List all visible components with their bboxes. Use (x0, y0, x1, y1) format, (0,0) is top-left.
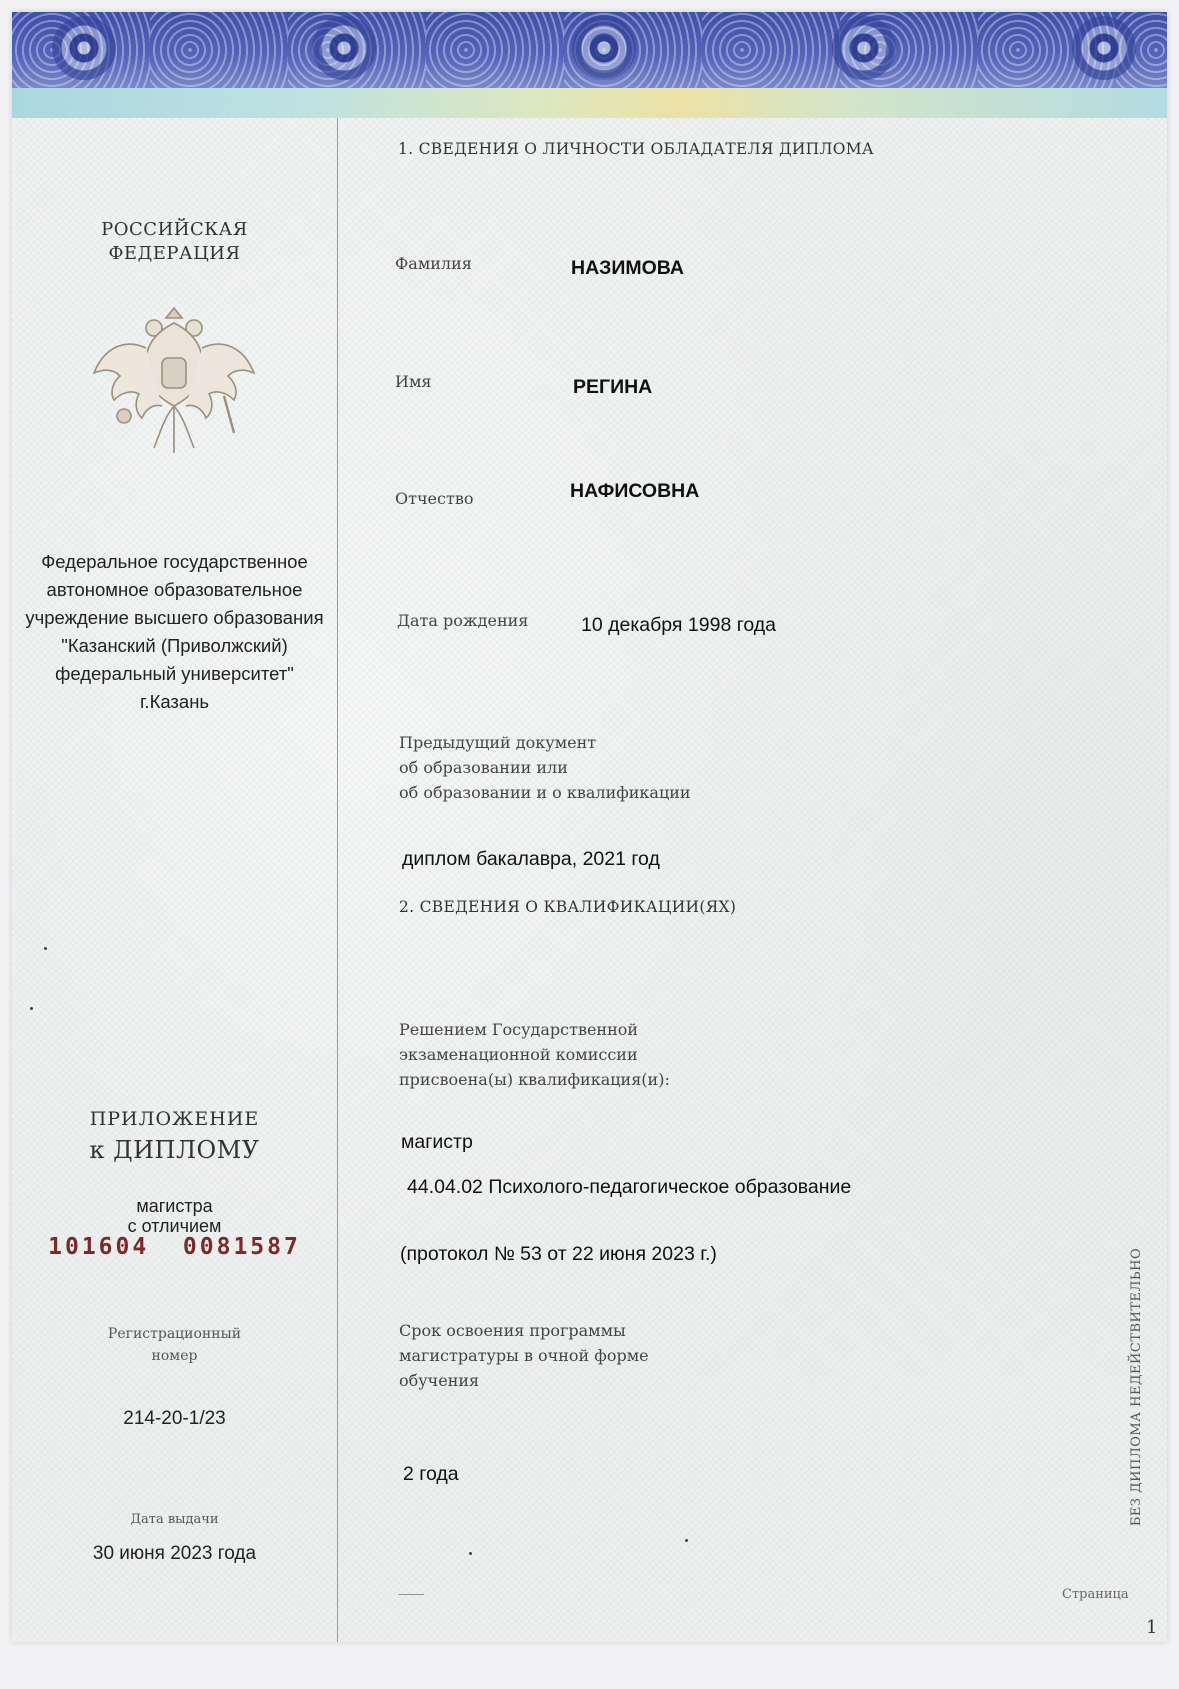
page-number: 1 (1146, 1617, 1158, 1638)
patronymic-value: НАФИСОВНА (570, 480, 700, 502)
country-line: РОССИЙСКАЯ (101, 219, 248, 240)
duration-label-line: магистратуры в очной форме (399, 1346, 649, 1365)
decision-label-line: Решением Государственной (399, 1020, 639, 1039)
program-value: 44.04.02 Психолого-педагогическое образование (407, 1176, 852, 1198)
reg-label-line: Регистрационный (107, 1326, 242, 1342)
patronymic-label: Отчество (395, 489, 474, 508)
duration-label (399, 1318, 649, 1393)
name-label: Имя (395, 372, 432, 391)
rosette-ornament (1072, 16, 1136, 80)
reg-number: 214-20-1/23 (123, 1408, 226, 1429)
previous-document-value: диплом бакалавра, 2021 год (402, 848, 660, 870)
commission-decision-label (399, 1017, 670, 1092)
signature-dash (398, 1594, 424, 1595)
rosette-ornament (52, 16, 116, 80)
rosette-ornament (312, 16, 376, 80)
org-line: Федеральное государственное (41, 551, 308, 572)
previous-document-label (399, 730, 691, 805)
degree-line: магистра (136, 1196, 213, 1216)
duration-label-line: обучения (399, 1371, 480, 1390)
appendix-title (12, 1108, 337, 1164)
honors-line: с отличием (127, 1216, 222, 1236)
protocol-value: (протокол № 53 от 22 июня 2023 г.) (400, 1243, 717, 1265)
reg-number-label (12, 1323, 337, 1367)
issue-date: 30 июня 2023 года (92, 1543, 257, 1564)
serial-number: 101604 0081587 (48, 1234, 301, 1260)
decision-label-line: экзаменационной комиссии (399, 1045, 638, 1064)
duration-value: 2 года (403, 1463, 459, 1485)
duration-label-line: Срок освоения программы (399, 1321, 626, 1340)
reg-label-line: номер (151, 1348, 198, 1364)
surname-label: Фамилия (395, 254, 472, 273)
org-city: г.Казань (139, 691, 210, 712)
rosette-ornament (572, 16, 636, 80)
prev-doc-label-line: об образовании и о квалификации (399, 783, 691, 802)
decision-label-line: присвоена(ы) квалификация(и): (399, 1070, 670, 1089)
issue-date-label: Дата выдачи (130, 1512, 219, 1527)
right-column (338, 118, 1167, 1642)
surname-value: НАЗИМОВА (571, 257, 685, 279)
birth-date-value: 10 декабря 1998 года (581, 614, 777, 636)
country-line: ФЕДЕРАЦИЯ (108, 243, 241, 264)
appendix-title-line1: ПРИЛОЖЕНИЕ (89, 1108, 260, 1130)
paper-speck (30, 1007, 33, 1010)
paper-speck (685, 1539, 688, 1542)
prev-doc-label-line: об образовании или (399, 758, 568, 777)
prev-doc-label-line: Предыдущий документ (399, 733, 597, 752)
org-line: федеральный университет" (55, 663, 294, 684)
degree-type (12, 1196, 337, 1236)
rainbow-security-band (12, 88, 1167, 118)
name-value: РЕГИНА (573, 376, 653, 398)
country-name (12, 218, 337, 266)
page-label: Страница (1062, 1587, 1129, 1602)
qualification-value: магистр (401, 1131, 473, 1153)
appendix-title-line2: к ДИПЛОМУ (89, 1136, 260, 1164)
birth-date-label: Дата рождения (397, 611, 529, 630)
org-line: "Казанский (Приволжский) (61, 635, 288, 656)
left-column (12, 118, 337, 1642)
section2-title: 2. СВЕДЕНИЯ О КВАЛИФИКАЦИИ(ЯХ) (399, 898, 737, 916)
section1-title: 1. СВЕДЕНИЯ О ЛИЧНОСТИ ОБЛАДАТЕЛЯ ДИПЛОМА (398, 140, 874, 158)
validity-note-text: БЕЗ ДИПЛОМА НЕДЕЙСТВИТЕЛЬНО (1129, 1247, 1144, 1527)
paper-speck (469, 1552, 472, 1555)
rosette-ornament (832, 16, 896, 80)
org-line: автономное образовательное (46, 579, 303, 600)
diploma-appendix-sheet (12, 12, 1167, 1642)
paper-speck (44, 947, 47, 950)
validity-note (1129, 1242, 1153, 1532)
organization-name (12, 548, 337, 716)
security-pattern-band (12, 12, 1167, 88)
russian-coat-of-arms-icon (84, 288, 264, 468)
org-line: учреждение высшего образования (25, 607, 324, 628)
